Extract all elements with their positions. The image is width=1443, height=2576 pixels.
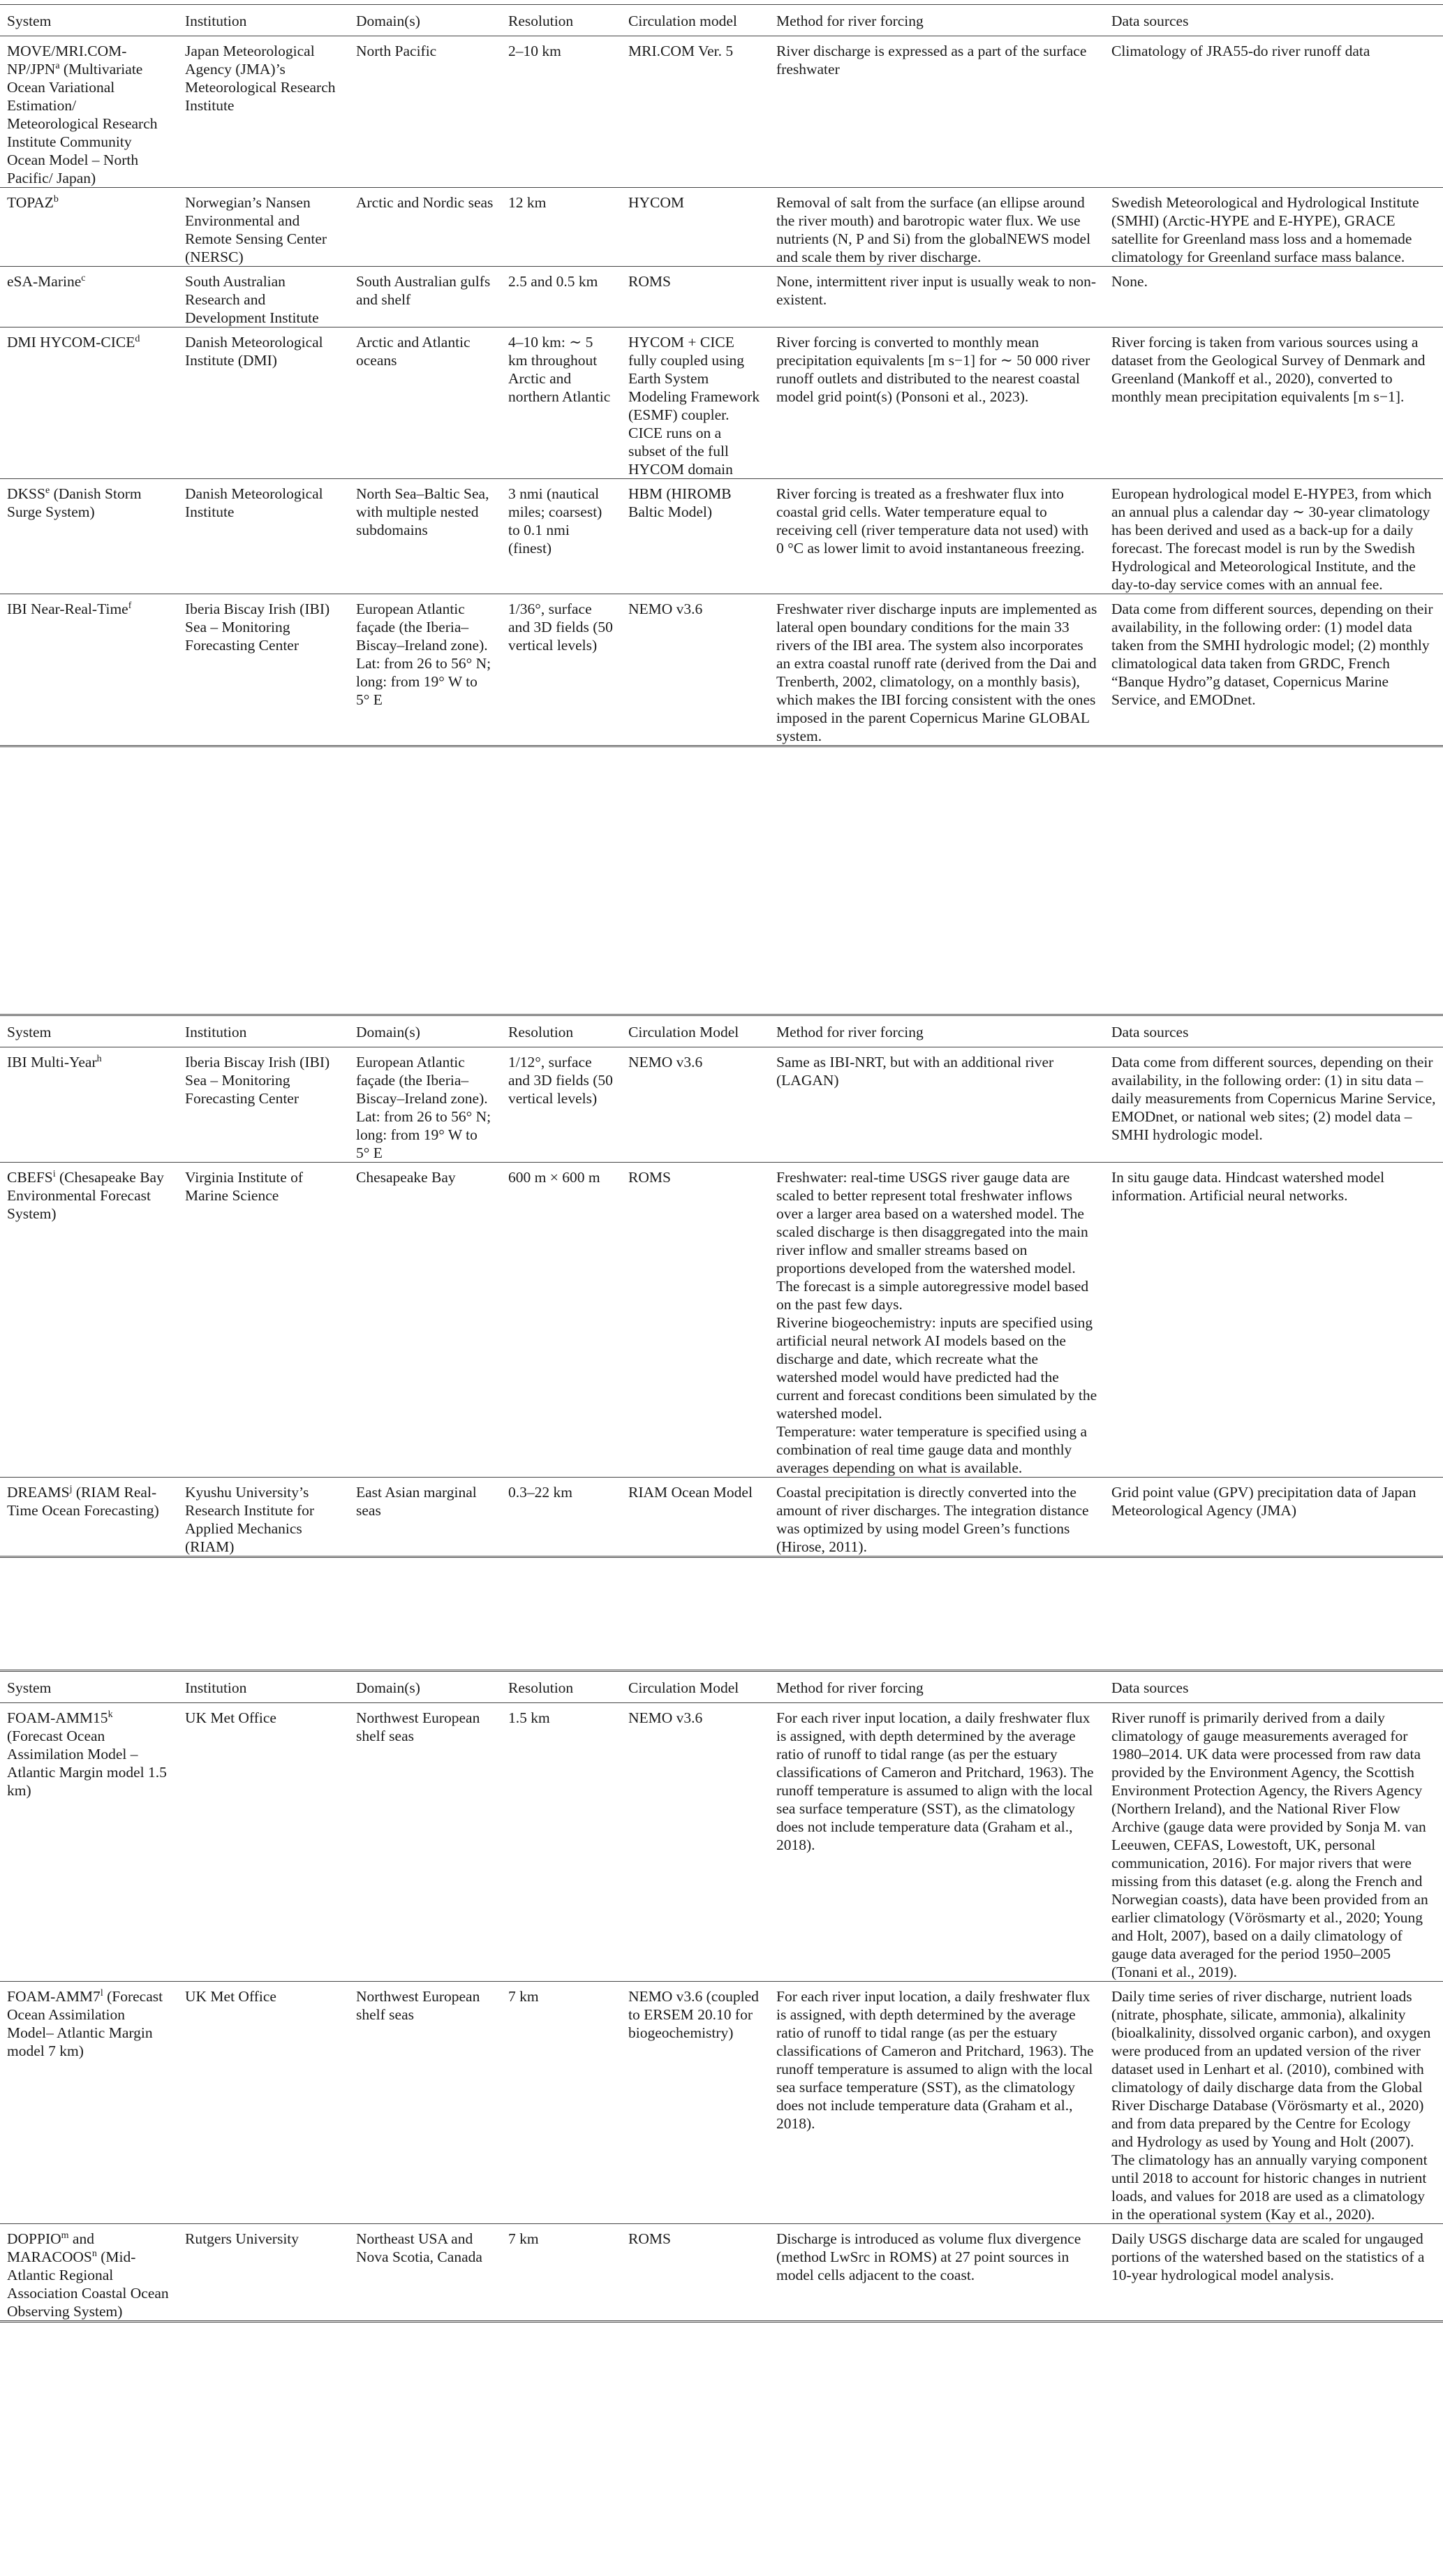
row-resolution-text: 1.5 km xyxy=(508,1709,550,1726)
row-circulation-cell xyxy=(621,327,769,479)
row-domain-cell xyxy=(349,36,501,188)
header-domains: Domain(s) xyxy=(356,1679,420,1696)
row-resolution-text: 1/36°, surface and 3D fields (50 vertical levels) xyxy=(508,601,613,654)
row-circulation-cell xyxy=(621,267,769,327)
row-resolution-text: 2–10 km xyxy=(508,43,561,59)
table-section-2 xyxy=(0,1014,1443,1558)
row-circulation-cell xyxy=(621,1703,769,1982)
row-domain-cell xyxy=(349,1703,501,1982)
row-resolution-text: 0.3–22 km xyxy=(508,1484,572,1501)
row-method-cell xyxy=(769,1163,1104,1478)
row-method-cell xyxy=(769,479,1104,594)
header-method: Method for river forcing xyxy=(776,13,924,29)
table-row xyxy=(0,1047,1443,1163)
footnote-marker: h xyxy=(96,1053,102,1064)
row-method-text: River forcing is converted to monthly mean precipitation equivalents [m s−1] for ∼ 50 000 river runoff outlets and distributed to the nearest coastal model grid point(s) (Ponsoni et al., 2023). xyxy=(776,334,1090,405)
header-resolution: Resolution xyxy=(508,13,574,29)
row-domain-text: Northeast USA and Nova Scotia, Canada xyxy=(356,2230,482,2265)
table-row xyxy=(0,1703,1443,1982)
row-resolution-cell xyxy=(501,1703,621,1982)
row-institution-cell xyxy=(178,36,349,188)
row-method-text: Removal of salt from the surface (an ellipse around the river mouth) and barotropic water flux. We use nutrients (N, P and Si) from the globalNEWS model and scale them by river discharge. xyxy=(776,194,1091,265)
footnote-marker: n xyxy=(91,2248,97,2259)
row-institution-text: Norwegian’s Nansen Environmental and Remote Sensing Center (NERSC) xyxy=(185,194,327,265)
row-institution-cell xyxy=(178,1163,349,1478)
table-header-row xyxy=(0,5,1443,36)
system-name: eSA-Marine xyxy=(7,273,82,290)
row-method-text: Discharge is introduced as volume flux divergence (method LwSrc in ROMS) at 27 point sources in model cells adjacent to the coast. xyxy=(776,2230,1081,2283)
system-name: DREAMS xyxy=(7,1484,70,1501)
table-row xyxy=(0,479,1443,594)
row-circulation-text: NEMO v3.6 xyxy=(628,1054,703,1070)
row-institution-text: UK Met Office xyxy=(185,1988,276,2005)
footnote-marker: i xyxy=(52,1168,56,1179)
system-description: (Mid-Atlantic Regional Association Coastal Ocean Observing System) xyxy=(7,2249,169,2320)
row-method-cell xyxy=(769,1982,1104,2224)
table-row xyxy=(0,36,1443,188)
table-header-row xyxy=(0,1671,1443,1703)
table-header-row xyxy=(0,1015,1443,1047)
row-method-cell xyxy=(769,1478,1104,1557)
row-circulation-text: NEMO v3.6 (coupled to ERSEM 20.10 for biogeochemistry) xyxy=(628,1988,759,2041)
footnote-marker: e xyxy=(45,485,50,496)
row-sources-text: Swedish Meteorological and Hydrological Institute (SMHI) (Arctic-HYPE and E-HYPE), GRACE satellite for Greenland mass loss and a homemade climatology for Greenland surface mass balance. xyxy=(1111,194,1419,265)
system-name: IBI Near-Real-Time xyxy=(7,601,128,617)
row-institution-cell xyxy=(178,479,349,594)
row-resolution-text: 7 km xyxy=(508,1988,539,2005)
row-domain-cell xyxy=(349,267,501,327)
system-description: (Multivariate Ocean Variational Estimation/ Meteorological Research Institute Community Ocean Model – North Pacific/ Japan) xyxy=(7,61,158,186)
row-resolution-cell xyxy=(501,594,621,746)
row-domain-cell xyxy=(349,1047,501,1163)
header-institution: Institution xyxy=(185,1024,247,1040)
row-institution-cell xyxy=(178,1478,349,1557)
row-sources-cell xyxy=(1104,188,1443,267)
footnote-marker: c xyxy=(81,272,86,284)
row-method-text: For each river input location, a daily freshwater flux is assigned, with depth determined by the average ratio of runoff to tidal range (as per the estuary classifications of Cameron and Pritchard, 1963). The runoff temperature is assumed to align with the local sea surface temperature (SST), as the climatology does not include temperature data (Graham et al., 2018). xyxy=(776,1709,1094,1853)
row-system-cell xyxy=(0,479,178,594)
header-system: System xyxy=(7,13,52,29)
row-institution-cell xyxy=(178,1982,349,2224)
row-institution-text: South Australian Research and Development Institute xyxy=(185,273,319,326)
row-sources-text: Climatology of JRA55-do river runoff data xyxy=(1111,43,1370,59)
row-resolution-text: 2.5 and 0.5 km xyxy=(508,273,598,290)
row-method-cell xyxy=(769,36,1104,188)
row-circulation-text: ROMS xyxy=(628,1169,671,1186)
row-institution-text: Iberia Biscay Irish (IBI) Sea – Monitoring Forecasting Center xyxy=(185,1054,330,1107)
row-institution-text: Virginia Institute of Marine Science xyxy=(185,1169,304,1204)
row-resolution-text: 1/12°, surface and 3D fields (50 vertical levels) xyxy=(508,1054,613,1107)
row-sources-text: None. xyxy=(1111,273,1148,290)
system-description: (Danish Storm Surge System) xyxy=(7,485,142,520)
row-institution-cell xyxy=(178,1047,349,1163)
row-circulation-cell xyxy=(621,2224,769,2322)
row-sources-text: European hydrological model E-HYPE3, from which an annual plus a calendar day ∼ 30-year climatology has been derived and used as a back-up for a daily forecast. The forecast model is run by the Swedish Hydrological and Meteorological Institute, and the day-to-day service comes with an annual fee. xyxy=(1111,485,1432,593)
table-row xyxy=(0,327,1443,479)
row-system-cell xyxy=(0,267,178,327)
system-description: (Forecast Ocean Assimilation Model– Atlantic Margin model 7 km) xyxy=(7,1988,163,2059)
row-method-cell xyxy=(769,327,1104,479)
row-resolution-text: 3 nmi (nautical miles; coarsest) to 0.1 nmi (finest) xyxy=(508,485,602,557)
row-resolution-cell xyxy=(501,327,621,479)
row-system-cell xyxy=(0,1047,178,1163)
row-institution-text: Japan Meteorological Agency (JMA)’s Meteorological Research Institute xyxy=(185,43,336,114)
row-institution-cell xyxy=(178,2224,349,2322)
row-resolution-cell xyxy=(501,479,621,594)
table-row xyxy=(0,1163,1443,1478)
header-circulation-model: Circulation model xyxy=(628,13,737,29)
footnote-marker: j xyxy=(69,1483,73,1494)
system-name: DMI HYCOM-CICE xyxy=(7,334,135,351)
row-institution-cell xyxy=(178,188,349,267)
table-row xyxy=(0,1982,1443,2224)
row-sources-cell xyxy=(1104,479,1443,594)
row-sources-cell xyxy=(1104,594,1443,746)
row-circulation-text: HYCOM xyxy=(628,194,685,211)
row-circulation-text: NEMO v3.6 xyxy=(628,1709,703,1726)
footnote-marker: d xyxy=(135,333,140,344)
header-resolution: Resolution xyxy=(508,1679,574,1696)
row-institution-text: UK Met Office xyxy=(185,1709,276,1726)
system-name: FOAM-AMM7 xyxy=(7,1988,101,2005)
row-sources-text: Data come from different sources, depending on their availability, in the following order: (1) model data taken from the SMHI hydrologic model; (2) monthly climatological data taken from GRDC, French “Banque Hydro”g dataset, Copernicus Marine Service, and EMODnet. xyxy=(1111,601,1433,708)
row-resolution-cell xyxy=(501,1982,621,2224)
row-sources-cell xyxy=(1104,1163,1443,1478)
row-institution-cell xyxy=(178,267,349,327)
row-method-cell xyxy=(769,1703,1104,1982)
row-sources-cell xyxy=(1104,2224,1443,2322)
row-sources-cell xyxy=(1104,1047,1443,1163)
row-domain-cell xyxy=(349,1163,501,1478)
row-circulation-cell xyxy=(621,594,769,746)
header-system: System xyxy=(7,1679,52,1696)
row-domain-cell xyxy=(349,188,501,267)
row-resolution-cell xyxy=(501,1047,621,1163)
row-sources-cell xyxy=(1104,1703,1443,1982)
system-name: TOPAZ xyxy=(7,194,54,211)
row-domain-text: Arctic and Atlantic oceans xyxy=(356,334,471,369)
row-method-text: River discharge is expressed as a part of the surface freshwater xyxy=(776,43,1087,78)
row-system-cell xyxy=(0,1703,178,1982)
row-domain-text: Arctic and Nordic seas xyxy=(356,194,494,211)
row-method-text: Coastal precipitation is directly converted into the amount of river discharges. The integration distance was optimized by using model Green’s functions (Hirose, 2011). xyxy=(776,1484,1089,1555)
system-name: DOPPIO xyxy=(7,2230,61,2247)
footnote-marker: f xyxy=(128,600,132,611)
row-domain-text: East Asian marginal seas xyxy=(356,1484,477,1519)
header-circulation-model: Circulation Model xyxy=(628,1679,739,1696)
row-sources-text: Daily USGS discharge data are scaled for ungauged portions of the watershed based on the statistics of a 10-year hydrological model analysis. xyxy=(1111,2230,1425,2283)
header-resolution: Resolution xyxy=(508,1024,574,1040)
row-circulation-cell xyxy=(621,479,769,594)
row-circulation-text: HYCOM + CICE fully coupled using Earth System Modeling Framework (ESMF) coupler. CICE runs on a subset of the full HYCOM domain xyxy=(628,334,760,478)
row-domain-text: European Atlantic façade (the Iberia–Biscay–Ireland zone). Lat: from 26 to 56° N; long: from 19° W to 5° E xyxy=(356,1054,491,1161)
row-resolution-cell xyxy=(501,188,621,267)
row-method-text: For each river input location, a daily freshwater flux is assigned, with depth determined by the average ratio of runoff to tidal range (as per the estuary classifications of Cameron and Pritchard, 1963). The runoff temperature is assumed to align with the local sea surface temperature (SST), as the climatology does not include temperature data (Graham et al., 2018). xyxy=(776,1988,1094,2132)
row-circulation-text: RIAM Ocean Model xyxy=(628,1484,753,1501)
row-sources-cell xyxy=(1104,1478,1443,1557)
row-method-cell xyxy=(769,1047,1104,1163)
row-sources-cell xyxy=(1104,327,1443,479)
row-domain-text: North Pacific xyxy=(356,43,437,59)
table-row xyxy=(0,1478,1443,1557)
header-domains: Domain(s) xyxy=(356,13,420,29)
row-system-cell xyxy=(0,2224,178,2322)
row-resolution-text: 600 m × 600 m xyxy=(508,1169,600,1186)
row-system-cell xyxy=(0,36,178,188)
row-method-text: River forcing is treated as a freshwater flux into coastal grid cells. Water temperature equal to receiving cell (river temperature data not used) with 0 °C as lower limit to avoid instantaneous freezing. xyxy=(776,485,1089,557)
table-row xyxy=(0,188,1443,267)
header-circulation-model: Circulation Model xyxy=(628,1024,739,1040)
footnote-marker: k xyxy=(108,1709,113,1720)
row-method-text: Freshwater river discharge inputs are implemented as lateral open boundary conditions for the main 33 rivers of the IBI area. The system also incorporates an extra coastal runoff rate (derived from the Dai and Trenberth, 2002, climatology, on a monthly basis), which makes the IBI forcing consistent with the ones imposed in the parent Copernicus Marine GLOBAL system. xyxy=(776,601,1097,744)
row-domain-cell xyxy=(349,327,501,479)
row-circulation-text: HBM (HIROMB Baltic Model) xyxy=(628,485,732,520)
row-resolution-text: 7 km xyxy=(508,2230,539,2247)
row-domain-text: North Sea–Baltic Sea, with multiple nested subdomains xyxy=(356,485,489,538)
river-forcing-table-part-1 xyxy=(0,4,1443,747)
row-institution-cell xyxy=(178,1703,349,1982)
system-name: MOVE/MRI.COM-NP/JPN xyxy=(7,43,127,78)
header-data-sources: Data sources xyxy=(1111,1024,1189,1040)
row-system-cell xyxy=(0,1163,178,1478)
row-resolution-cell xyxy=(501,2224,621,2322)
table-row xyxy=(0,594,1443,746)
system-name: CBEFS xyxy=(7,1169,53,1186)
row-circulation-text: NEMO v3.6 xyxy=(628,601,703,617)
row-sources-cell xyxy=(1104,267,1443,327)
row-system-cell xyxy=(0,188,178,267)
table-row xyxy=(0,267,1443,327)
system-description: (Forecast Ocean Assimilation Model – Atlantic Margin model 1.5 km) xyxy=(7,1728,167,1799)
row-resolution-cell xyxy=(501,36,621,188)
row-circulation-cell xyxy=(621,1047,769,1163)
header-method: Method for river forcing xyxy=(776,1024,924,1040)
row-sources-cell xyxy=(1104,36,1443,188)
row-circulation-cell xyxy=(621,188,769,267)
row-system-cell xyxy=(0,327,178,479)
row-domain-text: Chesapeake Bay xyxy=(356,1169,456,1186)
row-method-text: Freshwater: real-time USGS river gauge data are scaled to better represent total freshwater inflows over a larger area based on a watershed model. The scaled discharge is then disaggregated into the main river inflow and smaller streams based on proportions developed from the watershed model. The forecast is a simple autoregressive model based on the past few days. Riverine biogeochemistry: inputs are specified using artificial neural network AI models based on the discharge and date, which recreate what the watershed model would have predicted had the current and forecast conditions been simulated by the watershed model. Temperature: water temperature is specified using a combination of real time gauge data and monthly averages depending on what is available. xyxy=(776,1169,1097,1476)
header-method: Method for river forcing xyxy=(776,1679,924,1696)
river-forcing-table-part-2 xyxy=(0,1014,1443,1558)
row-domain-cell xyxy=(349,1478,501,1557)
footnote-marker: l xyxy=(100,1987,103,1999)
row-sources-text: River forcing is taken from various sources using a dataset from the Geological Survey of Denmark and Greenland (Mankoff et al., 2020), converted to monthly mean precipitation equivalents [m s−1]. xyxy=(1111,334,1426,405)
header-data-sources: Data sources xyxy=(1111,1679,1189,1696)
table-section-3 xyxy=(0,1670,1443,2323)
row-domain-cell xyxy=(349,2224,501,2322)
footnote-marker: m xyxy=(61,2230,69,2241)
row-resolution-cell xyxy=(501,267,621,327)
row-institution-cell xyxy=(178,327,349,479)
row-domain-cell xyxy=(349,1982,501,2224)
row-circulation-cell xyxy=(621,1478,769,1557)
row-resolution-cell xyxy=(501,1478,621,1557)
header-institution: Institution xyxy=(185,13,247,29)
row-method-text: None, intermittent river input is usually weak to non-existent. xyxy=(776,273,1096,308)
row-method-cell xyxy=(769,188,1104,267)
row-domain-text: European Atlantic façade (the Iberia–Biscay–Ireland zone). Lat: from 26 to 56° N; long: from 19° W to 5° E xyxy=(356,601,491,708)
row-institution-text: Danish Meteorological Institute (DMI) xyxy=(185,334,323,369)
row-circulation-text: ROMS xyxy=(628,273,671,290)
system-description: (Chesapeake Bay Environmental Forecast System) xyxy=(7,1169,164,1222)
row-circulation-cell xyxy=(621,1982,769,2224)
row-resolution-text: 12 km xyxy=(508,194,547,211)
header-institution: Institution xyxy=(185,1679,247,1696)
row-method-cell xyxy=(769,267,1104,327)
footnote-marker: a xyxy=(55,60,60,71)
system-description: and MARACOOS xyxy=(7,2230,94,2265)
row-system-cell xyxy=(0,1478,178,1557)
row-institution-text: Danish Meteorological Institute xyxy=(185,485,323,520)
row-system-cell xyxy=(0,1982,178,2224)
system-description: (RIAM Real-Time Ocean Forecasting) xyxy=(7,1484,159,1519)
system-name: FOAM-AMM15 xyxy=(7,1709,108,1726)
row-institution-cell xyxy=(178,594,349,746)
row-institution-text: Kyushu University’s Research Institute for Applied Mechanics (RIAM) xyxy=(185,1484,315,1555)
river-forcing-table-part-3 xyxy=(0,1670,1443,2323)
row-domain-text: South Australian gulfs and shelf xyxy=(356,273,491,308)
row-resolution-cell xyxy=(501,1163,621,1478)
row-method-cell xyxy=(769,2224,1104,2322)
row-sources-text: In situ gauge data. Hindcast watershed model information. Artificial neural networks. xyxy=(1111,1169,1385,1204)
header-system: System xyxy=(7,1024,52,1040)
row-institution-text: Rutgers University xyxy=(185,2230,299,2247)
row-method-text: Same as IBI-NRT, but with an additional river (LAGAN) xyxy=(776,1054,1054,1089)
row-institution-text: Iberia Biscay Irish (IBI) Sea – Monitoring Forecasting Center xyxy=(185,601,330,654)
row-resolution-text: 4–10 km: ∼ 5 km throughout Arctic and northern Atlantic xyxy=(508,334,611,405)
row-sources-text: River runoff is primarily derived from a daily climatology of gauge measurements averaged for 1980–2014. UK data were processed from raw data provided by the Environment Agency, the Scottish Environment Protection Agency, the Rivers Agency (Northern Ireland), and the National River Flow Archive (gauge data were provided by Sonja M. van Leeuwen, CEFAS, Lowestoft, UK, personal communication, 2016). For major rivers that were missing from this dataset (e.g. along the French and Norwegian coasts), data have been provided from an earlier climatology (Vörösmarty et al., 2020; Young and Holt, 2007), based on a daily climatology of gauge data averaged for the period 1950–2005 (Tonani et al., 2019). xyxy=(1111,1709,1428,1980)
footnote-marker: b xyxy=(53,193,59,205)
row-circulation-cell xyxy=(621,36,769,188)
table-section-1 xyxy=(0,4,1443,747)
row-sources-cell xyxy=(1104,1982,1443,2224)
system-name: DKSS xyxy=(7,485,45,502)
system-name: IBI Multi-Year xyxy=(7,1054,97,1070)
row-circulation-text: ROMS xyxy=(628,2230,671,2247)
row-domain-cell xyxy=(349,594,501,746)
row-sources-text: Data come from different sources, depending on their availability, in the following order: (1) in situ data – daily measurements from Copernicus Marine Service, EMODnet, or national web sites; (2) model data – SMHI hydrologic model. xyxy=(1111,1054,1436,1143)
row-method-cell xyxy=(769,594,1104,746)
row-sources-text: Grid point value (GPV) precipitation data of Japan Meteorological Agency (JMA) xyxy=(1111,1484,1416,1519)
row-circulation-text: MRI.COM Ver. 5 xyxy=(628,43,734,59)
row-circulation-cell xyxy=(621,1163,769,1478)
row-domain-text: Northwest European shelf seas xyxy=(356,1988,480,2023)
row-sources-text: Daily time series of river discharge, nutrient loads (nitrate, phosphate, silicate, ammonia), alkalinity (bioalkalinity, dissolved organic carbon), and oxygen were produced from an updated version of the river dataset used in Lenhart et al. (2010), combined with climatology of daily discharge data from the Global River Discharge Database (Vörösmarty et al., 2020) and from data prepared by the Centre for Ecology and Hydrology as used by Young and Holt (2007). The climatology has an annually varying component until 2018 to account for historic changes in nutrient loads, and values for 2018 are used as a climatology in the operational system (Kay et al., 2020). xyxy=(1111,1988,1431,2223)
row-domain-text: Northwest European shelf seas xyxy=(356,1709,480,1744)
header-data-sources: Data sources xyxy=(1111,13,1189,29)
row-system-cell xyxy=(0,594,178,746)
row-domain-cell xyxy=(349,479,501,594)
header-domains: Domain(s) xyxy=(356,1024,420,1040)
table-row xyxy=(0,2224,1443,2322)
